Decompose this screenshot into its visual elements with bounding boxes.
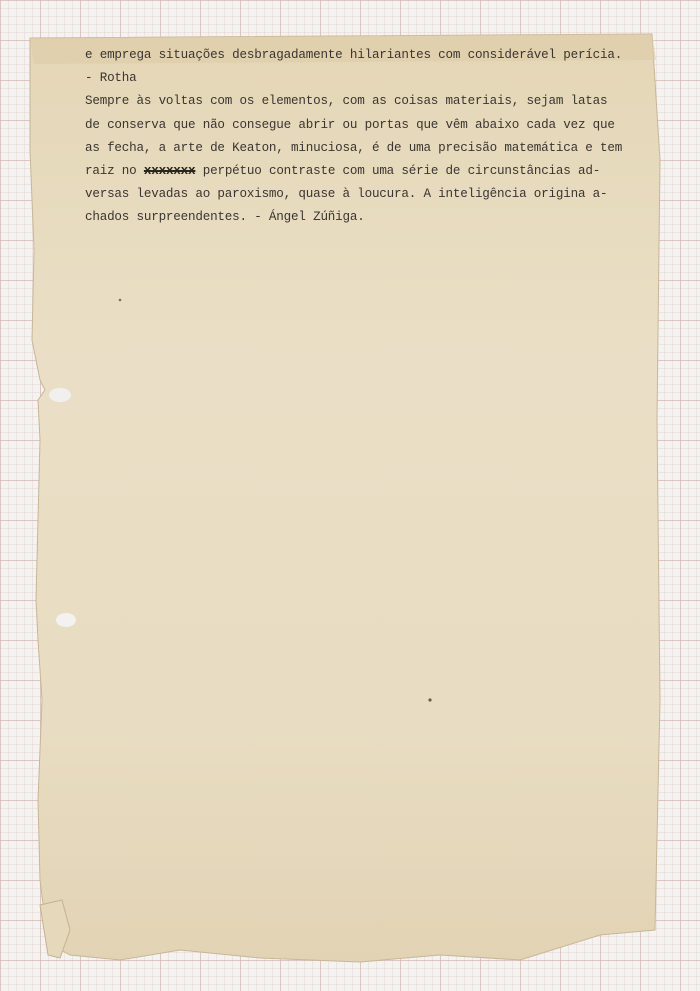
text-line: Sempre às voltas com os elementos, com as coisas materiais, sejam latas: [85, 94, 608, 109]
ink-spot: [119, 299, 122, 302]
text-line: de conserva que não consegue abrir ou portas que vêm abaixo cada vez que: [85, 117, 615, 132]
text-line: as fecha, a arte de Keaton, minuciosa, é de uma precisão matemática e tem: [85, 140, 623, 155]
text-segment: perpétuo contraste com uma série de circunstâncias ad-: [195, 163, 601, 178]
punch-hole-top: [49, 388, 71, 402]
struck-out-word: xxxxxxx: [143, 163, 196, 178]
text-line: chados surpreendentes. - Ángel Zúñiga.: [85, 210, 365, 225]
punch-hole-bottom: [56, 613, 76, 627]
text-segment: raiz no: [85, 163, 144, 178]
text-line: e emprega situações desbragadamente hilariantes com considerável perícia.: [85, 48, 623, 62]
text-line: - Rotha: [85, 71, 137, 86]
text-line: [85, 160, 645, 183]
ink-spot: [428, 698, 431, 701]
typewritten-text: [85, 44, 645, 230]
text-line: versas levadas ao paroxismo, quase à loucura. A inteligência origina a-: [85, 187, 608, 202]
